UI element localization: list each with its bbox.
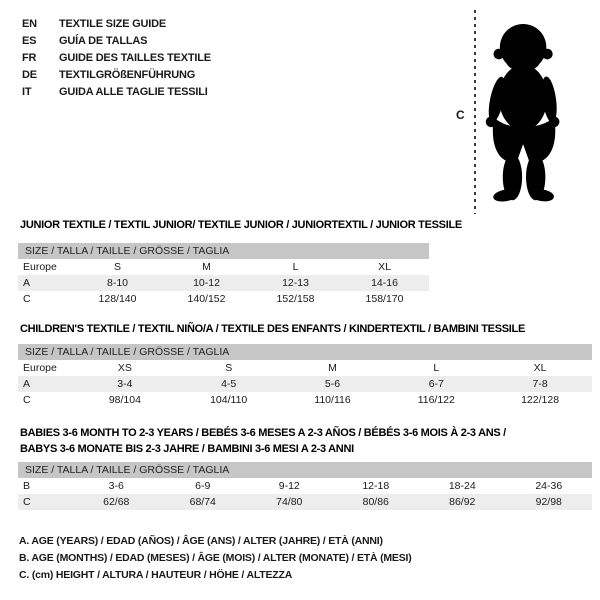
size-cell: 7-8 — [532, 378, 548, 390]
size-cell: 6-9 — [195, 480, 211, 492]
size-cell: 24-36 — [535, 480, 563, 492]
table-row-height — [18, 392, 592, 408]
language-row-en — [22, 15, 211, 32]
babies-title-line-1: BABIES 3-6 MONTH TO 2-3 YEARS / BEBÉS 3-6 MESES A 2-3 AÑOS / BÉBÉS 3-6 MOIS À 2-3 ANS / — [20, 427, 506, 439]
language-row-fr — [22, 49, 211, 66]
language-code: EN — [22, 17, 37, 30]
size-cell: 3-6 — [108, 480, 124, 492]
size-cell: 9-12 — [278, 480, 300, 492]
figure-label-c: C — [456, 108, 465, 122]
language-row-es — [22, 32, 211, 49]
size-cell: 18-24 — [448, 480, 476, 492]
size-cell: 104/110 — [210, 394, 248, 406]
babies-title-line-2: BABYS 3-6 MONATE BIS 2-3 JAHRE / BAMBINI 3-6 MESI A 2-3 ANNI — [20, 443, 354, 455]
size-header-bar: SIZE / TALLA / TAILLE / GRÖSSE / TAGLIA — [18, 243, 429, 259]
size-cell: S — [225, 362, 233, 374]
table-row-europe — [18, 360, 592, 376]
children-size-table — [18, 344, 592, 408]
junior-size-table — [18, 243, 429, 307]
size-cell: 128/140 — [98, 293, 137, 305]
size-cell: S — [113, 261, 121, 273]
size-cell: 110/116 — [314, 394, 351, 406]
junior-section-title: JUNIOR TEXTILE / TEXTIL JUNIOR/ TEXTILE JUNIOR / JUNIORTEXTIL / JUNIOR TESSILE — [20, 219, 462, 231]
language-title: GUÍA DE TALLAS — [59, 34, 148, 47]
size-cell: XL — [378, 261, 391, 273]
babies-section-title — [20, 425, 506, 457]
size-cell: 98/104 — [108, 394, 141, 406]
size-cell: M — [202, 261, 211, 273]
size-cell: 12-13 — [282, 277, 309, 289]
babies-size-table — [18, 462, 592, 510]
size-header-bar: SIZE / TALLA / TAILLE / GRÖSSE / TAGLIA — [18, 344, 592, 360]
size-cell: XL — [533, 362, 547, 374]
table-row-age — [18, 275, 429, 291]
size-cell: L — [292, 261, 299, 273]
size-header-bar: SIZE / TALLA / TAILLE / GRÖSSE / TAGLIA — [18, 462, 592, 478]
row-label: Europe — [23, 362, 57, 374]
size-cell: M — [328, 362, 337, 374]
size-cell: 10-12 — [193, 277, 220, 289]
babies-table-body — [18, 478, 592, 510]
size-cell: 12-18 — [362, 480, 390, 492]
size-cell: L — [433, 362, 440, 374]
size-cell: 14-16 — [371, 277, 398, 289]
size-cell: XS — [117, 362, 132, 374]
size-cell: 86/92 — [449, 496, 476, 508]
language-title: TEXTILE SIZE GUIDE — [59, 17, 167, 30]
footnote-c: C. (cm) HEIGHT / ALTURA / HAUTEUR / HÖHE / ALTEZZA — [19, 569, 293, 581]
row-label: A — [23, 378, 31, 390]
size-cell: 74/80 — [276, 496, 303, 508]
row-label: C — [23, 394, 31, 406]
height-dashed-line — [473, 10, 477, 214]
children-table-body — [18, 360, 592, 408]
size-cell: 6-7 — [428, 378, 444, 390]
footnote-b: B. AGE (MONTHS) / EDAD (MESES) / ÂGE (MOIS) / ALTER (MONATE) / ETÀ (MESI) — [19, 552, 412, 564]
language-header-list — [22, 15, 211, 100]
size-cell: 140/152 — [187, 293, 226, 305]
size-cell: 3-4 — [117, 378, 133, 390]
height-figure — [452, 8, 597, 218]
size-cell: 5-6 — [324, 378, 341, 390]
baby-silhouette-icon — [482, 24, 570, 208]
table-row-months — [18, 478, 592, 494]
junior-table-body — [18, 259, 429, 307]
language-title: TEXTILGRÖßENFÜHRUNG — [59, 68, 196, 81]
children-section-title: CHILDREN'S TEXTILE / TEXTIL NIÑO/A / TEXTILE DES ENFANTS / KINDERTEXTIL / BAMBINI TESSILE — [20, 323, 525, 335]
language-row-it — [22, 83, 211, 100]
size-cell: 62/68 — [103, 496, 130, 508]
language-title: GUIDA ALLE TAGLIE TESSILI — [59, 85, 208, 98]
language-code: IT — [22, 85, 32, 98]
footnotes-block — [19, 533, 412, 584]
language-row-de — [22, 66, 211, 83]
row-label: C — [23, 293, 31, 305]
language-code: DE — [22, 68, 37, 81]
language-title: GUIDE DES TAILLES TEXTILE — [59, 51, 211, 64]
table-row-height — [18, 494, 592, 510]
row-label: A — [23, 277, 31, 289]
size-cell: 4-5 — [221, 378, 237, 390]
table-row-europe — [18, 259, 429, 275]
size-cell: 92/98 — [535, 496, 562, 508]
size-cell: 80/86 — [362, 496, 389, 508]
table-row-age — [18, 376, 592, 392]
footnote-a: A. AGE (YEARS) / EDAD (AÑOS) / ÂGE (ANS) / ALTER (JAHRE) / ETÀ (ANNI) — [19, 535, 383, 547]
table-row-height — [18, 291, 429, 307]
size-cell: 122/128 — [521, 394, 560, 406]
row-label: B — [23, 480, 31, 492]
size-cell: 152/158 — [276, 293, 315, 305]
language-code: FR — [22, 51, 37, 64]
row-label: C — [23, 496, 31, 508]
size-cell: 8-10 — [106, 277, 128, 289]
size-cell: 116/122 — [417, 394, 455, 406]
size-cell: 68/74 — [189, 496, 216, 508]
size-cell: 158/170 — [365, 293, 404, 305]
row-label: Europe — [23, 261, 57, 273]
language-code: ES — [22, 34, 37, 47]
